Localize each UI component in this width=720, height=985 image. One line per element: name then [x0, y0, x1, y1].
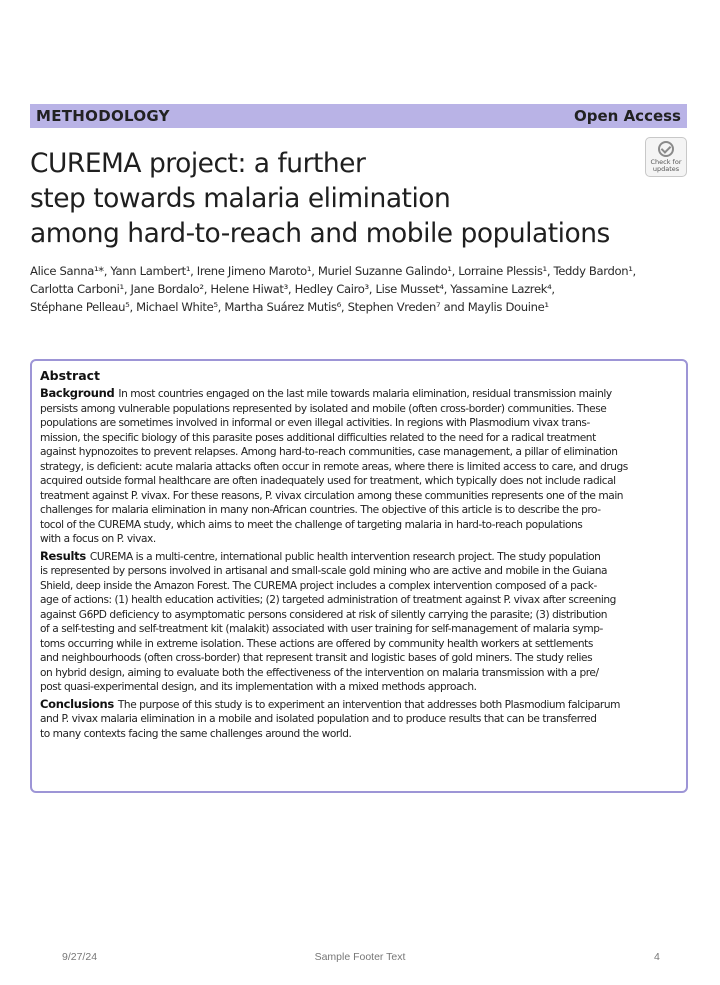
author-list [30, 262, 695, 316]
results-line: is represented by persons involved in artisanal and small-scale gold mining who are active and mobile in the Guiana [40, 565, 608, 577]
article-title [30, 146, 670, 251]
results-line: against G6PD deficiency to asymptomatic persons considered at risk of silently carrying the parasite; (3) distribution [40, 608, 608, 621]
results-label: Results [40, 548, 86, 563]
conclusions-section [40, 697, 678, 742]
conclusions-line: The purpose of this study is to experiment an intervention that addresses both Plasmodium falciparum [117, 698, 620, 711]
check-for-updates-text: Check for updates [650, 158, 682, 173]
background-label: Background [40, 386, 115, 400]
open-access-label: Open Access [574, 107, 681, 125]
results-line: of a self-testing and self-treatment kit (malakit) associated with user training for self-management of malaria symp- [40, 623, 603, 635]
background-line: treatment against P. vivax. For these reasons, P. vivax circulation among these communities represents one of the main [40, 489, 624, 502]
results-line: toms occurring while in extreme isolation. These actions are offered by community health workers at settlements [40, 637, 593, 650]
results-line: on hybrid design, aiming to evaluate both the effectiveness of the intervention on malaria transmission with a pre/ [40, 666, 599, 679]
background-line: populations are sometimes involved in informal or even illegal activities. In regions with Plasmodium vivax trans- [40, 417, 590, 429]
results-line: and neighbourhoods (often cross-border) that represent transit and logistic bases of gold miners. The study relies [40, 652, 593, 664]
results-line: CUREMA is a multi-centre, international public health intervention research project. The study population [89, 550, 601, 563]
background-line: In most countries engaged on the last mile towards malaria elimination, residual transmission mainly [118, 388, 612, 400]
background-line: with a focus on P. vivax. [40, 533, 156, 545]
results-section [40, 549, 678, 695]
section-label: METHODOLOGY [36, 107, 170, 125]
results-line: Shield, deep inside the Amazon Forest. The CUREMA project includes a complex intervention composed of a pack- [40, 579, 597, 592]
results-line: post quasi-experimental design, and its implementation with a mixed methods approach. [40, 681, 477, 693]
background-line: tocol of the CUREMA study, which aims to meet the challenge of targeting malaria in hard-to-reach populations [40, 518, 583, 531]
footer-page-number: 4 [654, 951, 660, 963]
background-line: challenges for malaria elimination in many non-African countries. The objective of this article is to describe the pro- [40, 504, 601, 516]
background-line: acquired outside formal healthcare are often inadequately used for treatment, which typically does not include radical [40, 475, 616, 487]
conclusions-line: to many contexts facing the same challenges around the world. [40, 727, 352, 740]
background-line: against hypnozoites to prevent relapses. Among hard-to-reach communities, case management, a pillar of elimination [40, 446, 618, 458]
author-line: Alice Sanna¹*, Yann Lambert¹, Irene Jimeno Maroto¹, Muriel Suzanne Galindo¹, Lorraine Plessis¹, Teddy Bardon¹, [30, 264, 636, 278]
abstract-box [30, 359, 688, 793]
background-line: strategy, is deficient: acute malaria attacks often occur in remote areas, where there is limited access to care, and drugs [40, 460, 628, 473]
conclusions-label: Conclusions [40, 696, 114, 711]
abstract-heading: Abstract [40, 368, 101, 383]
author-line: Stéphane Pelleau⁵, Michael White⁵, Martha Suárez Mutis⁶, Stephen Vreden⁷ and Maylis Douine¹ [30, 300, 549, 314]
author-line: Carlotta Carboni¹, Jane Bordalo², Helene Hiwat³, Hedley Cairo³, Lise Musset⁴, Yassamine Lazrek⁴, [30, 282, 555, 296]
title-line: CUREMA project: a further [30, 148, 366, 179]
footer-text: Sample Footer Text [314, 951, 406, 963]
title-line: among hard-to-reach and mobile populations [30, 218, 610, 249]
conclusions-line: and P. vivax malaria elimination in a mobile and isolated population and to produce results that can be transferred [40, 713, 597, 725]
background-section [40, 386, 678, 547]
title-line: step towards malaria elimination [30, 183, 451, 214]
background-line: persists among vulnerable populations represented by isolated and mobile (often cross-border) communities. These [40, 402, 607, 415]
section-header-band [30, 104, 687, 128]
footer-date: 9/27/24 [62, 951, 98, 963]
background-line: mission, the specific biology of this parasite poses additional difficulties related to the need for a radical treatment [40, 431, 596, 444]
results-line: age of actions: (1) health education activities; (2) targeted administration of treatment against P. vivax after screening [40, 594, 616, 606]
